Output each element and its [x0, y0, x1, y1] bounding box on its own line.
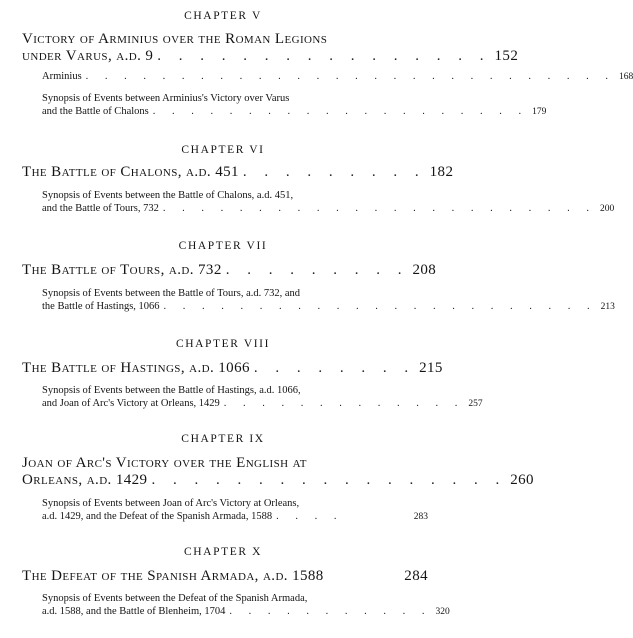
sub-entry-title-cont: a.d. 1429, and the Defeat of the Spanish Armada, 1588	[42, 511, 273, 522]
sub-entry-title: Synopsis of Events between the Battle of Hastings, a.d. 1066,	[42, 385, 301, 396]
sub-entry-title-cont: the Battle of Hastings, 1066	[42, 301, 160, 312]
page-number: 168	[619, 72, 633, 82]
page-number: 152	[494, 48, 519, 64]
chapter-title: The Battle of Hastings, a.d. 1066	[22, 360, 250, 376]
chapter-title: Victory of Arminius over the Roman Legions	[22, 31, 328, 47]
chapter-heading: CHAPTER V	[184, 10, 262, 22]
chapter-heading: CHAPTER VIII	[175, 338, 271, 350]
dot-leader: . . . . . . . . . . . . . . . . .	[151, 472, 507, 488]
dot-leader: . . . . . . . . . . . . .	[223, 398, 465, 409]
chapter-entry	[22, 262, 437, 279]
sub-entry-title: Synopsis of Events between Arminius's Victory over Varus	[42, 93, 290, 104]
dot-leader: . . . .	[276, 511, 344, 522]
page-number: 213	[600, 302, 615, 312]
sub-entry-title-cont: and Joan of Arc's Victory at Orleans, 1429	[42, 398, 220, 409]
chapter-title-line	[22, 48, 519, 65]
chapter-entry	[22, 455, 534, 489]
page-number: 179	[532, 107, 547, 117]
dot-leader: . . . . . . . . . . . . . . . . . . . . . . . . . . . .	[85, 71, 616, 82]
sub-entry	[42, 497, 428, 524]
chapter-title: The Battle of Tours, a.d. 732	[22, 262, 222, 278]
sub-entry	[42, 70, 633, 84]
sub-entry	[42, 287, 615, 314]
chapter-title: Joan of Arc's Victory over the English at	[22, 455, 307, 471]
chapter-title: The Defeat of the Spanish Armada, a.d. 1588	[22, 568, 324, 584]
chapter-title-cont: Orleans, a.d. 1429	[22, 472, 148, 488]
chapter-entry	[22, 164, 454, 181]
sub-entry-title-cont: and the Battle of Chalons	[42, 106, 149, 117]
dot-leader: . . . . . . . . .	[242, 164, 426, 180]
sub-entry	[42, 92, 547, 119]
page-number: 283	[413, 512, 428, 522]
dot-leader: . . . . . . . . .	[225, 262, 409, 278]
page-number: 200	[600, 204, 615, 214]
dot-leader: . . . . . . . . . . .	[229, 606, 432, 617]
dot-leader: . . . . . . . . . . . . . . . . . . . .	[152, 106, 529, 117]
chapter-title-line	[22, 31, 428, 48]
sub-entry-title: Synopsis of Events between the Battle of Tours, a.d. 732, and	[42, 288, 301, 299]
dot-leader: . . . . . . . . . . . . . . . .	[157, 48, 491, 64]
chapter-heading: CHAPTER VII	[178, 240, 268, 252]
chapter-entry	[22, 360, 443, 377]
page-number: 257	[468, 399, 483, 409]
chapter-heading: CHAPTER VI	[181, 144, 265, 156]
chapter-title: The Battle of Chalons, a.d. 451	[22, 164, 239, 180]
chapter-title-cont: under Varus, a.d. 9	[22, 48, 154, 64]
sub-entry-title-cont: a.d. 1588, and the Battle of Blenheim, 1704	[42, 606, 226, 617]
sub-entry-title-cont: and the Battle of Tours, 732	[42, 203, 159, 214]
sub-entry	[42, 189, 615, 216]
page-number: 320	[435, 607, 450, 617]
sub-entry-title: Synopsis of Events between the Battle of Chalons, a.d. 451,	[42, 190, 294, 201]
sub-entry	[42, 384, 483, 411]
sub-entry-title: Synopsis of Events between the Defeat of the Spanish Armada,	[42, 593, 308, 604]
page-number: 215	[419, 360, 443, 376]
dot-leader: . . . . . . . . . . . . . . . . . . . . . . .	[163, 301, 597, 312]
page-number: 284	[404, 568, 428, 584]
sub-entry-title: Arminius	[42, 71, 82, 82]
sub-entry	[42, 592, 450, 619]
chapter-heading: CHAPTER IX	[181, 433, 265, 445]
page-number: 182	[429, 164, 454, 180]
dot-leader: . . . . . . . . . . . . . . . . . . . . . . .	[162, 203, 597, 214]
chapter-entry	[22, 31, 519, 65]
sub-entry-title: Synopsis of Events between Joan of Arc's Victory at Orleans,	[42, 498, 300, 509]
dot-leader: . . . . . . . .	[253, 360, 416, 376]
chapter-heading: CHAPTER X	[184, 546, 262, 558]
page-number: 260	[510, 472, 534, 488]
chapter-entry	[22, 568, 428, 585]
page-number: 208	[412, 262, 437, 278]
